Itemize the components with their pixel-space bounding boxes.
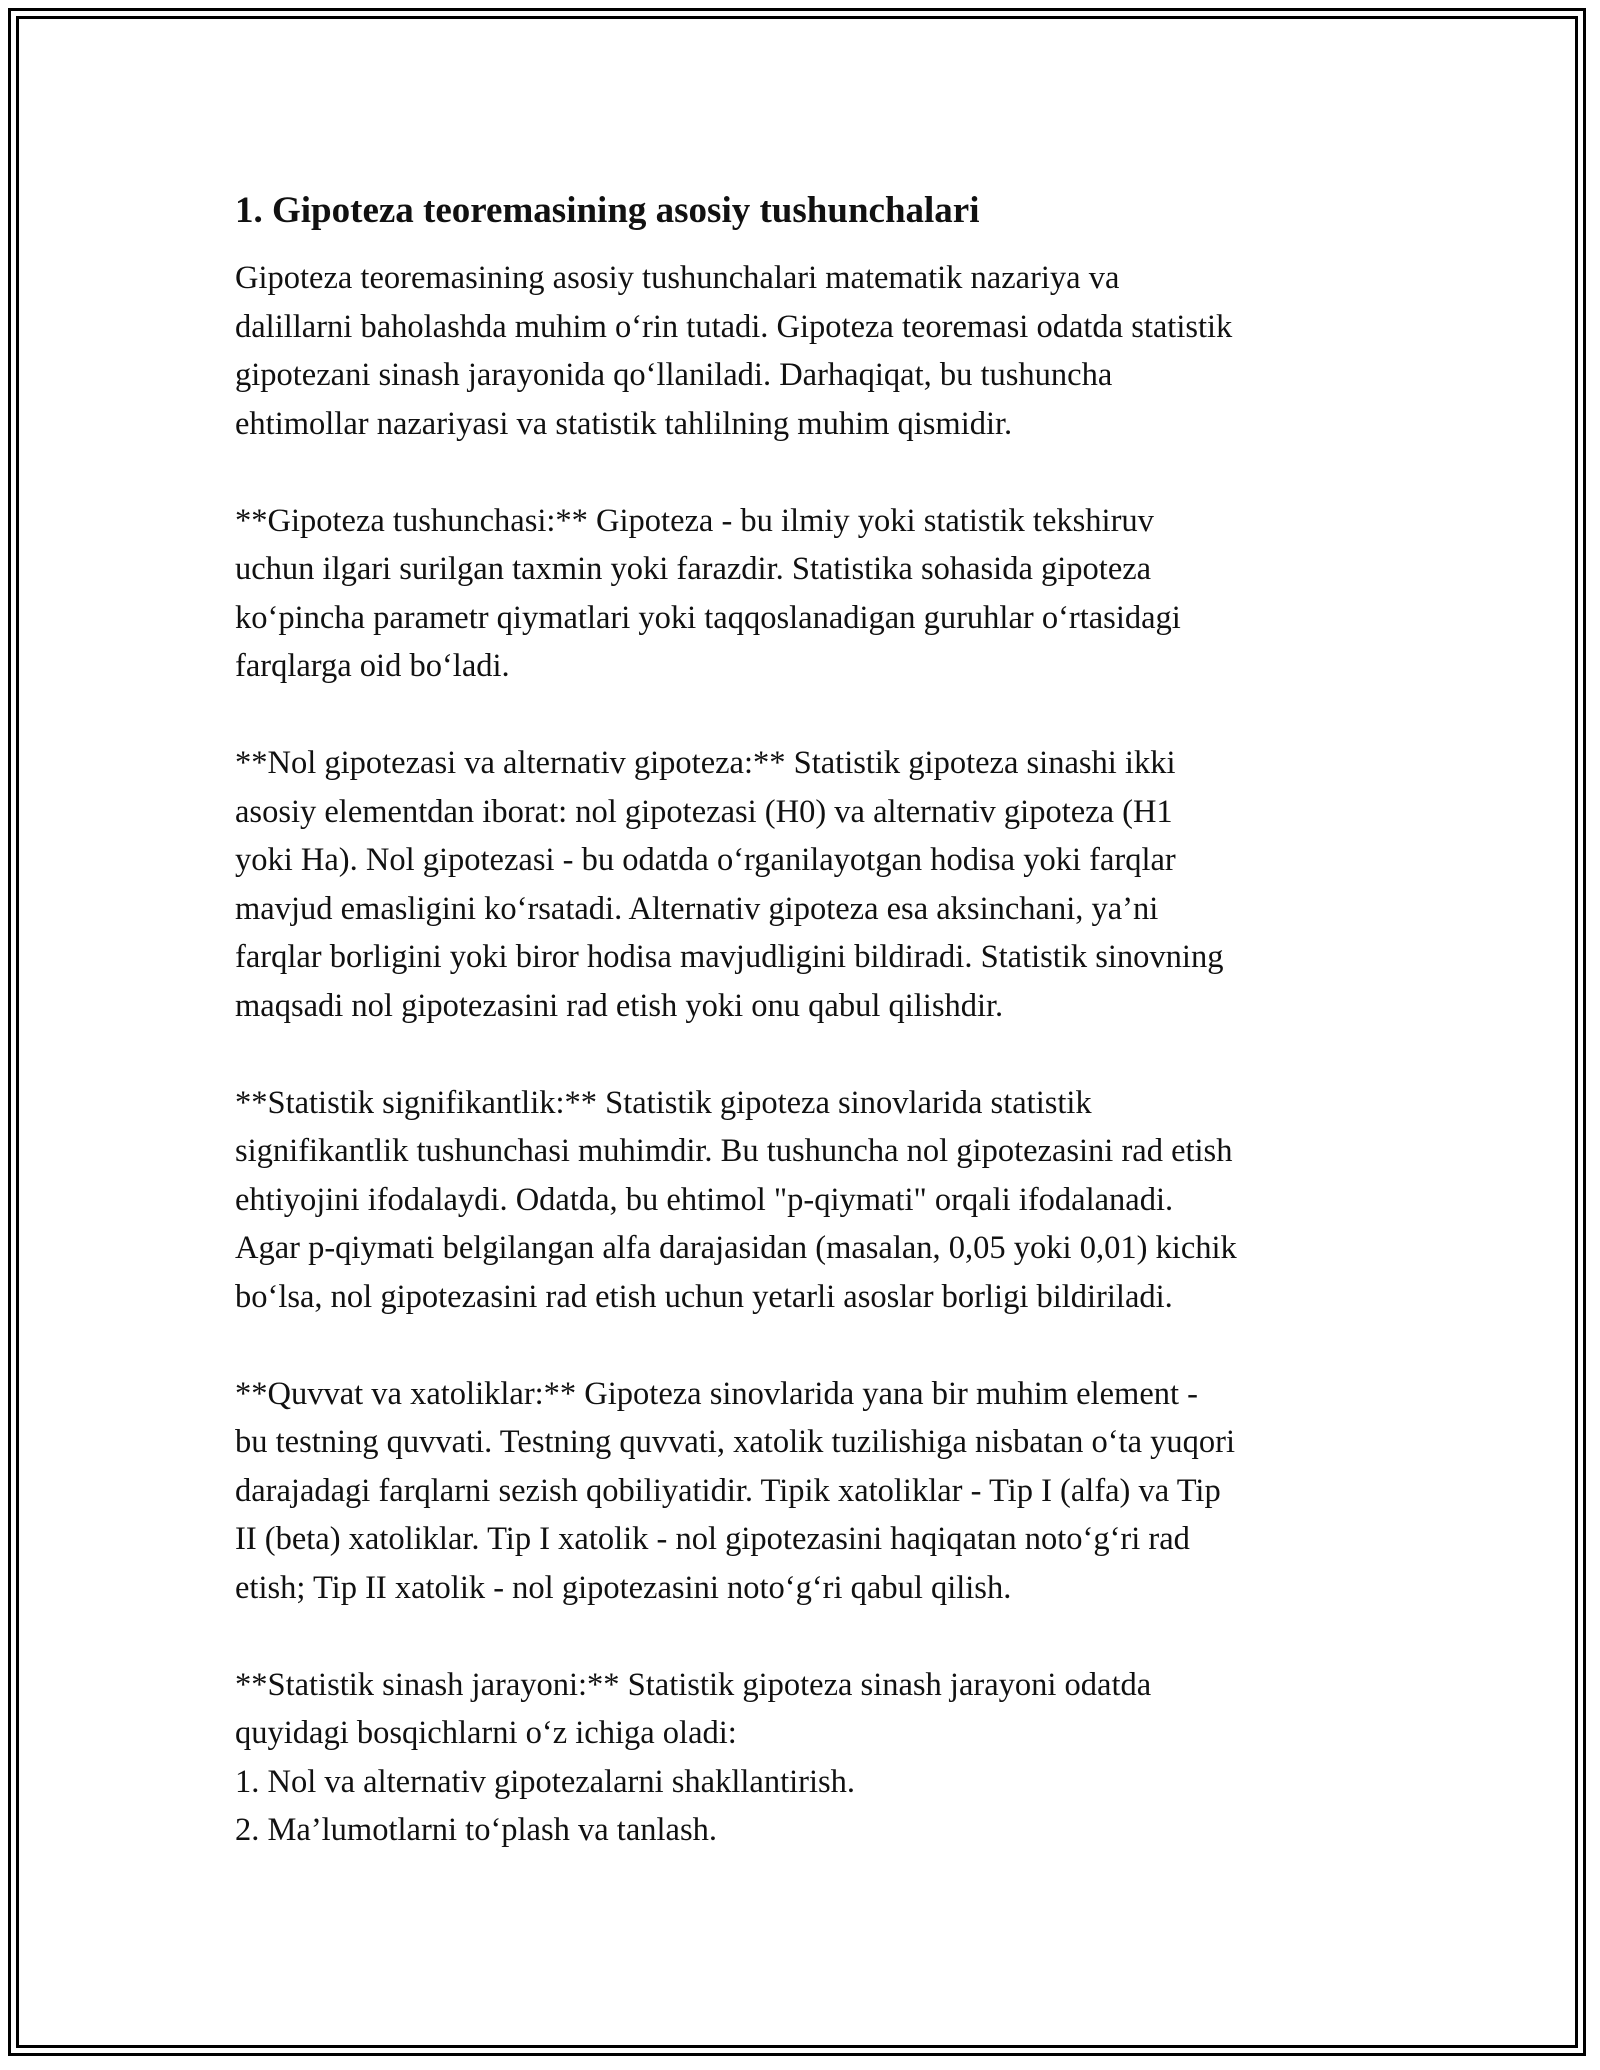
text-line: yoki Ha). Nol gipotezasi - bu odatda o‘rganilayotgan hodisa yoki farqlar <box>235 842 1176 878</box>
text-line: farqlarga oid bo‘ladi. <box>235 648 510 684</box>
text-line: dalillarni baholashda muhim o‘rin tutadi. Gipoteza teoremasi odatda statistik <box>235 308 1233 345</box>
text-line: ehtimollar nazariyasi va statistik tahlilning muhim qismidir. <box>235 405 1013 442</box>
paragraph-statistik-sinash-jarayoni <box>235 1661 1385 1855</box>
text-line: **Nol gipotezasi va alternativ gipoteza:** Statistik gipoteza sinashi ikki <box>235 745 1176 781</box>
section-heading: 1. Gipoteza teoremasining asosiy tushunchalari <box>235 190 980 231</box>
text-line: signifikantlik tushunchasi muhimdir. Bu tushuncha nol gipotezasini rad etish <box>235 1133 1233 1169</box>
text-line: **Quvvat va xatoliklar:** Gipoteza sinovlarida yana bir muhim element - <box>235 1375 1198 1412</box>
text-line: uchun ilgari surilgan taxmin yoki farazdir. Statistika sohasida gipoteza <box>235 551 1152 587</box>
text-line: farqlar borligini yoki biror hodisa mavjudligini bildiradi. Statistik sinovning <box>235 939 1224 975</box>
list-item: 2. Ma’lumotlarni to‘plash va tanlash. <box>235 1812 717 1848</box>
text-line: bo‘lsa, nol gipotezasini rad etish uchun yetarli asoslar borligi bildiriladi. <box>235 1278 1173 1315</box>
text-line: **Gipoteza tushunchasi:** Gipoteza - bu ilmiy yoki statistik tekshiruv <box>235 502 1154 539</box>
text-line: Gipoteza teoremasining asosiy tushunchalari matematik nazariya va <box>235 260 1120 296</box>
text-line: maqsadi nol gipotezasini rad etish yoki onu qabul qilishdir. <box>235 987 1004 1024</box>
text-line: etish; Tip II xatolik - nol gipotezasini noto‘g‘ri qabul qilish. <box>235 1569 1012 1606</box>
paragraph-intro <box>235 254 1385 448</box>
paragraph-gipoteza-tushunchasi <box>235 497 1385 691</box>
text-line: ko‘pincha parametr qiymatlari yoki taqqoslanadigan guruhlar o‘rtasidagi <box>235 599 1181 636</box>
text-line: quyidagi bosqichlarni o‘z ichiga oladi: <box>235 1715 737 1751</box>
text-line: ehtiyojini ifodalaydi. Odatda, bu ehtimol "p-qiymati" orqali ifodalanadi. <box>235 1181 1174 1218</box>
paragraph-statistik-signifikantlik <box>235 1079 1385 1322</box>
text-line: Agar p-qiymati belgilangan alfa darajasidan (masalan, 0,05 yoki 0,01) kichik <box>235 1230 1237 1266</box>
text-line: **Statistik sinash jarayoni:** Statistik gipoteza sinash jarayoni odatda <box>235 1666 1152 1703</box>
list-item: 1. Nol va alternativ gipotezalarni shakllantirish. <box>235 1763 856 1800</box>
text-line: II (beta) xatoliklar. Tip I xatolik - nol gipotezasini haqiqatan noto‘g‘ri rad <box>235 1521 1190 1557</box>
text-line: darajadagi farqlarni sezish qobiliyatidir. Tipik xatoliklar - Tip I (alfa) va Tip <box>235 1472 1221 1509</box>
text-line: gipotezani sinash jarayonida qo‘llaniladi. Darhaqiqat, bu tushuncha <box>235 357 1113 393</box>
text-line: **Statistik signifikantlik:** Statistik gipoteza sinovlarida statistik <box>235 1084 1092 1121</box>
document-body <box>235 186 1385 1855</box>
paragraph-quvvat-va-xatoliklar <box>235 1370 1385 1613</box>
paragraph-nol-gipotezasi <box>235 739 1385 1030</box>
text-line: bu testning quvvati. Testning quvvati, xatolik tuzilishiga nisbatan o‘ta yuqori <box>235 1424 1235 1460</box>
text-line: mavjud emasligini ko‘rsatadi. Alternativ gipoteza esa aksinchani, ya’ni <box>235 890 1159 927</box>
text-line: asosiy elementdan iborat: nol gipotezasi (H0) va alternativ gipoteza (H1 <box>235 793 1173 830</box>
